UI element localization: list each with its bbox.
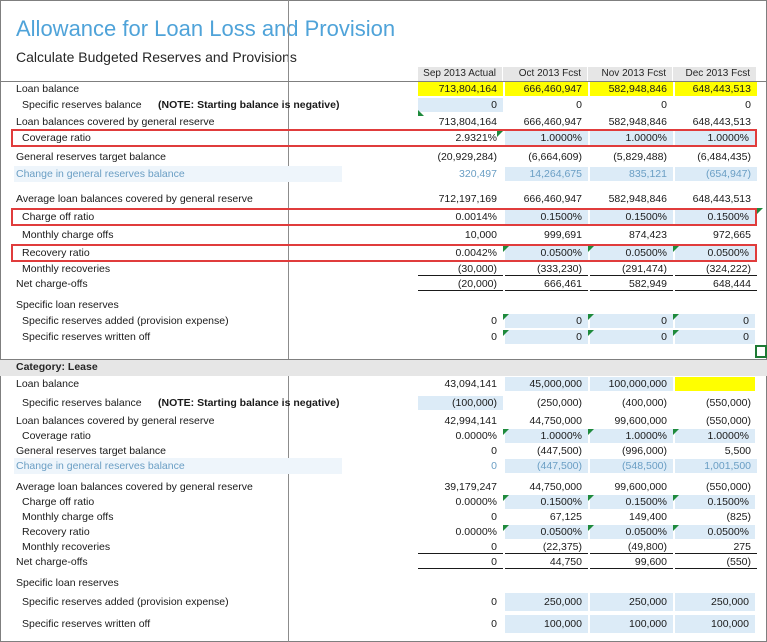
- cell-lease-specific-reserves-sep[interactable]: (100,000): [418, 396, 503, 410]
- row-label-lease-recovery-ratio: Recovery ratio: [22, 526, 90, 538]
- row-label-change-general: Change in general reserves balance: [16, 168, 185, 180]
- cell-monthly-recoveries-oct[interactable]: (333,230): [505, 262, 588, 276]
- section-header-band: [0, 359, 767, 376]
- cell-lease-reserves-added-nov[interactable]: 250,000: [590, 593, 673, 611]
- cell-lease-reserves-written-off-dec[interactable]: 100,000: [675, 615, 755, 633]
- cell-lease-specific-reserves-dec[interactable]: (550,000): [706, 397, 751, 409]
- cell-charge-off-ratio-oct[interactable]: 0.1500%: [505, 210, 588, 224]
- col-header-oct-2013[interactable]: Oct 2013 Fcst: [503, 67, 588, 81]
- page-title: Allowance for Loan Loss and Provision: [16, 16, 396, 41]
- cell-net-charge-offs-oct[interactable]: 666,461: [505, 277, 588, 291]
- cell-lease-loan-balance-sep[interactable]: 43,094,141: [444, 378, 497, 390]
- cell-lease-coverage-ratio-sep[interactable]: 0.0000%: [455, 430, 497, 442]
- cell-reserves-written-off-oct[interactable]: 0: [505, 330, 588, 344]
- row-label-monthly-recoveries: Monthly recoveries: [22, 263, 111, 275]
- cell-reserves-written-off-nov[interactable]: 0: [590, 330, 673, 344]
- cell-specific-reserves-sep[interactable]: 0: [418, 98, 503, 112]
- cell-lease-average-loan-oct[interactable]: 44,750,000: [529, 481, 582, 493]
- cell-specific-reserves-nov[interactable]: 0: [661, 99, 667, 111]
- row-label-recovery-ratio: Recovery ratio: [22, 247, 90, 259]
- cell-reserves-added-oct[interactable]: 0: [505, 314, 588, 328]
- row-label-lease-specific-reserves: Specific reserves balance: [22, 397, 142, 409]
- cell-lease-reserves-written-off-sep[interactable]: 0: [491, 618, 497, 630]
- cell-coverage-ratio-oct[interactable]: 1.0000%: [505, 131, 588, 145]
- cell-loan-covered-sep[interactable]: 713,804,164: [438, 116, 497, 128]
- cell-lease-monthly-charge-offs-dec[interactable]: (825): [726, 511, 751, 523]
- cell-lease-charge-off-ratio-dec[interactable]: 0.1500%: [675, 495, 755, 509]
- row-label-monthly-charge-offs: Monthly charge offs: [22, 229, 114, 241]
- cell-lease-reserves-written-off-nov[interactable]: 100,000: [590, 615, 673, 633]
- cell-lease-loan-covered-sep[interactable]: 42,994,141: [444, 415, 497, 427]
- comment-flag-icon: [497, 131, 503, 137]
- cell-lease-change-general-nov[interactable]: (548,500): [590, 459, 673, 473]
- cell-general-target-oct[interactable]: (6,664,609): [528, 151, 582, 163]
- cell-monthly-charge-offs-nov[interactable]: 874,423: [629, 229, 667, 241]
- cell-charge-off-ratio-sep[interactable]: 0.0014%: [455, 211, 497, 223]
- comment-flag-icon: [673, 314, 679, 320]
- cell-reserves-added-sep[interactable]: 0: [491, 315, 497, 327]
- cell-lease-coverage-ratio-nov[interactable]: 1.0000%: [590, 429, 673, 443]
- cell-lease-monthly-charge-offs-oct[interactable]: 67,125: [549, 511, 582, 523]
- cell-lease-loan-balance-nov[interactable]: 100,000,000: [590, 377, 673, 391]
- cell-lease-general-target-dec[interactable]: 5,500: [724, 445, 751, 457]
- negative-balance-note: (NOTE: Starting balance is negative): [158, 397, 340, 409]
- cell-loan-covered-dec[interactable]: 648,443,513: [692, 116, 751, 128]
- cell-charge-off-ratio-dec[interactable]: 0.1500%: [675, 210, 755, 224]
- row-label-lease-charge-off-ratio: Charge off ratio: [22, 496, 95, 508]
- cell-loan-covered-oct[interactable]: 666,460,947: [523, 116, 582, 128]
- col-header-sep-2013[interactable]: Sep 2013 Actual: [418, 67, 503, 81]
- cell-lease-net-charge-offs-oct[interactable]: 44,750: [505, 555, 588, 569]
- row-label-charge-off-ratio: Charge off ratio: [22, 211, 95, 223]
- negative-balance-note: (NOTE: Starting balance is negative): [158, 99, 340, 111]
- comment-flag-icon: [673, 246, 679, 252]
- cell-change-general-oct[interactable]: 14,264,675: [505, 167, 588, 181]
- cell-charge-off-ratio-nov[interactable]: 0.1500%: [590, 210, 673, 224]
- cell-lease-specific-reserves-nov[interactable]: (400,000): [622, 397, 667, 409]
- cell-monthly-charge-offs-dec[interactable]: 972,665: [713, 229, 751, 241]
- cell-lease-change-general-oct[interactable]: (447,500): [505, 459, 588, 473]
- cell-lease-coverage-ratio-oct[interactable]: 1.0000%: [505, 429, 588, 443]
- cell-lease-charge-off-ratio-nov[interactable]: 0.1500%: [590, 495, 673, 509]
- comment-flag-icon: [673, 429, 679, 435]
- row-label-lease-specific-loan-reserves: Specific loan reserves: [16, 577, 119, 589]
- cell-lease-specific-reserves-oct[interactable]: (250,000): [537, 397, 582, 409]
- cell-lease-monthly-charge-offs-sep[interactable]: 0: [491, 511, 497, 523]
- comment-flag-icon: [588, 246, 594, 252]
- row-label-lease-net-charge-offs: Net charge-offs: [16, 556, 88, 568]
- comment-flag-icon: [673, 495, 679, 501]
- cell-lease-reserves-added-oct[interactable]: 250,000: [505, 593, 588, 611]
- cell-average-loan-sep[interactable]: 712,197,169: [438, 193, 497, 205]
- cell-monthly-recoveries-nov[interactable]: (291,474): [590, 262, 673, 276]
- cell-recovery-ratio-oct[interactable]: 0.0500%: [505, 246, 588, 260]
- cell-lease-reserves-written-off-oct[interactable]: 100,000: [505, 615, 588, 633]
- row-label-lease-coverage-ratio: Coverage ratio: [22, 430, 91, 442]
- comment-flag-icon: [588, 314, 594, 320]
- comment-flag-icon: [503, 495, 509, 501]
- row-label-lease-change-general: Change in general reserves balance: [16, 460, 185, 472]
- cell-coverage-ratio-nov[interactable]: 1.0000%: [590, 131, 673, 145]
- row-label-coverage-ratio: Coverage ratio: [22, 132, 91, 144]
- cell-lease-general-target-oct[interactable]: (447,500): [537, 445, 582, 457]
- frozen-pane-divider: [288, 0, 289, 642]
- cell-general-target-nov[interactable]: (5,829,488): [613, 151, 667, 163]
- cell-average-loan-dec[interactable]: 648,443,513: [692, 193, 751, 205]
- cell-lease-monthly-recoveries-dec[interactable]: 275: [675, 540, 757, 554]
- cell-change-general-sep[interactable]: 320,497: [459, 168, 497, 180]
- cell-loan-balance-oct[interactable]: 666,460,947: [505, 82, 588, 96]
- row-label-reserves-added: Specific reserves added (provision expense): [22, 315, 229, 327]
- cell-lease-average-loan-dec[interactable]: (550,000): [706, 481, 751, 493]
- cell-lease-general-target-nov[interactable]: (996,000): [622, 445, 667, 457]
- cell-recovery-ratio-dec[interactable]: 0.0500%: [675, 246, 755, 260]
- cell-lease-recovery-ratio-dec[interactable]: 0.0500%: [675, 525, 755, 539]
- cell-lease-loan-covered-dec[interactable]: (550,000): [706, 415, 751, 427]
- comment-flag-icon: [757, 208, 763, 214]
- cell-coverage-ratio-dec[interactable]: 1.0000%: [675, 131, 755, 145]
- comment-flag-icon: [588, 495, 594, 501]
- cell-reserves-added-dec[interactable]: 0: [675, 314, 755, 328]
- cell-monthly-recoveries-sep[interactable]: (30,000): [418, 262, 503, 276]
- row-label-reserves-written-off: Specific reserves written off: [22, 331, 151, 343]
- cell-loan-covered-nov[interactable]: 582,948,846: [608, 116, 667, 128]
- cell-recovery-ratio-sep[interactable]: 0.0042%: [455, 247, 497, 259]
- cell-lease-loan-covered-nov[interactable]: 99,600,000: [614, 415, 667, 427]
- section-header-lease: Category: Lease: [16, 361, 98, 373]
- comment-flag-icon: [588, 525, 594, 531]
- cell-net-charge-offs-dec[interactable]: 648,444: [675, 277, 757, 291]
- row-label-lease-general-target: General reserves target balance: [16, 445, 166, 457]
- row-label-specific-reserves-balance: Specific reserves balance: [22, 99, 142, 111]
- cell-lease-change-general-dec[interactable]: 1,001,500: [675, 459, 757, 473]
- comment-flag-icon: [503, 314, 509, 320]
- cell-lease-loan-covered-oct[interactable]: 44,750,000: [529, 415, 582, 427]
- cell-lease-net-charge-offs-sep[interactable]: 0: [418, 555, 503, 569]
- comment-flag-icon: [588, 429, 594, 435]
- row-label-lease-average-loan: Average loan balances covered by general reserve: [16, 481, 253, 493]
- cell-loan-balance-sep[interactable]: 713,804,164: [418, 82, 503, 96]
- row-label-specific-loan-reserves: Specific loan reserves: [16, 299, 119, 311]
- page-subtitle: Calculate Budgeted Reserves and Provisions: [16, 49, 297, 65]
- cell-lease-recovery-ratio-oct[interactable]: 0.0500%: [505, 525, 588, 539]
- row-label-lease-loan-balance: Loan balance: [16, 378, 80, 390]
- cell-reserves-written-off-sep[interactable]: 0: [491, 331, 497, 343]
- comment-flag-icon: [588, 330, 594, 336]
- cell-lease-monthly-recoveries-oct[interactable]: (22,375): [505, 540, 588, 554]
- cell-average-loan-nov[interactable]: 582,948,846: [608, 193, 667, 205]
- selected-cell[interactable]: [755, 345, 767, 358]
- cell-lease-net-charge-offs-nov[interactable]: 99,600: [590, 555, 673, 569]
- row-label-net-charge-offs: Net charge-offs: [16, 278, 88, 290]
- comment-flag-icon: [503, 330, 509, 336]
- cell-reserves-added-nov[interactable]: 0: [590, 314, 673, 328]
- cell-coverage-ratio-sep[interactable]: 2.9321%: [455, 132, 497, 144]
- comment-flag-icon: [503, 525, 509, 531]
- row-label-loan-balance: Loan balance: [16, 83, 80, 95]
- cell-lease-monthly-recoveries-sep[interactable]: 0: [418, 540, 503, 554]
- cell-general-target-sep[interactable]: (20,929,284): [437, 151, 497, 163]
- cell-net-charge-offs-sep[interactable]: (20,000): [418, 277, 503, 291]
- cell-lease-average-loan-sep[interactable]: 39,179,247: [444, 481, 497, 493]
- cell-lease-change-general-sep[interactable]: 0: [491, 460, 497, 472]
- cell-loan-balance-dec[interactable]: 648,443,513: [675, 82, 757, 96]
- cell-monthly-charge-offs-oct[interactable]: 999,691: [544, 229, 582, 241]
- cell-lease-general-target-sep[interactable]: 0: [491, 445, 497, 457]
- cell-lease-coverage-ratio-dec[interactable]: 1.0000%: [675, 429, 755, 443]
- cell-lease-recovery-ratio-nov[interactable]: 0.0500%: [590, 525, 673, 539]
- cell-lease-reserves-added-dec[interactable]: 250,000: [675, 593, 755, 611]
- cell-loan-balance-nov[interactable]: 582,948,846: [590, 82, 673, 96]
- cell-specific-reserves-dec[interactable]: 0: [745, 99, 751, 111]
- cell-general-target-dec[interactable]: (6,484,435): [697, 151, 751, 163]
- row-label-lease-loan-covered: Loan balances covered by general reserve: [16, 415, 215, 427]
- cell-net-charge-offs-nov[interactable]: 582,949: [590, 277, 673, 291]
- comment-flag-icon: [673, 525, 679, 531]
- cell-change-general-dec[interactable]: (654,947): [675, 167, 757, 181]
- cell-lease-monthly-charge-offs-nov[interactable]: 149,400: [629, 511, 667, 523]
- cell-monthly-charge-offs-sep[interactable]: 10,000: [464, 229, 497, 241]
- comment-flag-icon: [673, 330, 679, 336]
- comment-flag-icon: [503, 429, 509, 435]
- cell-lease-recovery-ratio-sep[interactable]: 0.0000%: [455, 526, 497, 538]
- cell-reserves-written-off-dec[interactable]: 0: [675, 330, 755, 344]
- cell-change-general-nov[interactable]: 835,121: [590, 167, 673, 181]
- row-label-average-loan: Average loan balances covered by general reserve: [16, 193, 253, 205]
- row-label-loan-covered: Loan balances covered by general reserve: [16, 116, 215, 128]
- cell-lease-charge-off-ratio-sep[interactable]: 0.0000%: [455, 496, 497, 508]
- row-label-general-target: General reserves target balance: [16, 151, 166, 163]
- row-label-lease-monthly-charge-offs: Monthly charge offs: [22, 511, 114, 523]
- row-label-lease-reserves-added: Specific reserves added (provision expense): [22, 596, 229, 608]
- cell-lease-average-loan-nov[interactable]: 99,600,000: [614, 481, 667, 493]
- cell-lease-reserves-added-sep[interactable]: 0: [491, 596, 497, 608]
- cell-lease-loan-balance-dec[interactable]: [675, 377, 755, 391]
- cell-lease-loan-balance-oct[interactable]: 45,000,000: [505, 377, 588, 391]
- row-label-lease-monthly-recoveries: Monthly recoveries: [22, 541, 111, 553]
- row-label-lease-reserves-written-off: Specific reserves written off: [22, 618, 151, 630]
- cell-lease-net-charge-offs-dec[interactable]: (550): [675, 555, 757, 569]
- cell-lease-monthly-recoveries-nov[interactable]: (49,800): [590, 540, 673, 554]
- col-header-dec-2013[interactable]: Dec 2013 Fcst: [673, 67, 757, 81]
- comment-flag-icon: [503, 246, 509, 252]
- cell-recovery-ratio-nov[interactable]: 0.0500%: [590, 246, 673, 260]
- cell-monthly-recoveries-dec[interactable]: (324,222): [675, 262, 757, 276]
- cell-specific-reserves-oct[interactable]: 0: [576, 99, 582, 111]
- cell-lease-charge-off-ratio-oct[interactable]: 0.1500%: [505, 495, 588, 509]
- cell-average-loan-oct[interactable]: 666,460,947: [523, 193, 582, 205]
- col-header-nov-2013[interactable]: Nov 2013 Fcst: [588, 67, 673, 81]
